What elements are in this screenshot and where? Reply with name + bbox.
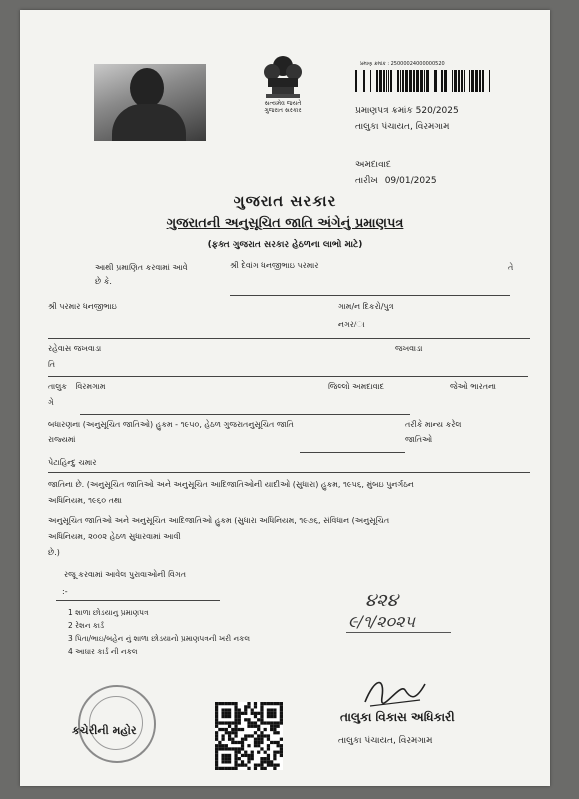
relation-label: ગામ/ન દિકરો/પુત્ર bbox=[338, 302, 394, 311]
recognized-text: તરીકે માન્ય કરેલ bbox=[405, 420, 462, 429]
castes-text: જાતિઓ bbox=[405, 435, 433, 444]
nagar-label: નગર/ા bbox=[338, 320, 365, 329]
evidence-list bbox=[68, 606, 250, 658]
jeo-text: જેઓ ભારતના bbox=[450, 382, 497, 391]
para-line-2: અધિનિયમ, ૧૯૬૦ તથા bbox=[48, 496, 122, 505]
certificate-subtitle: (ફક્ત ગુજરાત સરકાર હેઠળના લાભો માટે) bbox=[207, 240, 363, 250]
date-label: તારીખ bbox=[355, 176, 378, 186]
certificate-number: પ્રમાણપત્ર ક્રમાંક 520/2025 bbox=[355, 106, 459, 116]
residence-line: રહેવાસ જખવાડા bbox=[48, 344, 102, 353]
list-item: 1 શાળા છોડયાનુ પ્રમાણપત્ર bbox=[68, 608, 149, 617]
district-line: જિલ્લો અમદાવાદ bbox=[328, 382, 385, 391]
constitution-order: બધારણના (અનુસૂચિત જાતિઓ) હુકમ - ૧૯૫૦, હેઠળ ગુજરાતનુસૂચિત જાતિ bbox=[48, 420, 294, 429]
officer-signature bbox=[360, 672, 430, 712]
para-line-5: છે.) bbox=[48, 548, 60, 557]
te-text: તે bbox=[508, 263, 514, 272]
para-line-4: અધિનિયમ, ૨૦૦૨ હેઠળ સુધારવામાં આવી bbox=[48, 532, 181, 541]
date-line bbox=[355, 176, 437, 186]
ti-text: તિ bbox=[48, 360, 56, 369]
applicant-photo bbox=[94, 64, 206, 141]
list-item: 4 આધાર કાર્ડ ની નકલ bbox=[68, 647, 138, 656]
barcode-icon bbox=[355, 70, 490, 92]
emblem-caption: સત્યમેવ જયતે ગુજરાત સરકાર bbox=[264, 100, 302, 114]
issue-date: 09/01/2025 bbox=[384, 176, 437, 186]
office-seal-label: કચેરીની મહોર bbox=[72, 724, 137, 737]
list-item: 3 પિતા/ભાઇ/બહેન નું શાળા છોડયાનો પ્રમાણપત્રની ખરી નકલ bbox=[68, 634, 251, 643]
certificate-title: ગુજરાતની અનુસૂચિત જાતિ અંગેનું પ્રમાણપત્ર bbox=[166, 216, 404, 231]
certificate-sheet bbox=[20, 10, 550, 786]
ashoka-emblem-icon bbox=[258, 48, 308, 106]
qr-code-icon bbox=[215, 702, 283, 770]
taluka-line: તાલુક વિરમગામ bbox=[48, 382, 106, 391]
barcode-label: પ્રમાણ ક્રમાંક : 25000024000000520 bbox=[360, 61, 445, 67]
evidence-title: રજૂ કરવામાં આવેલ પુરાવાઓની વિગત bbox=[64, 570, 187, 579]
government-title: ગુજરાત સરકાર bbox=[233, 192, 337, 210]
para-line-3: અનુસૂચિત જાતિઓ અને અનુસૂચિત આદિજાતિઓ હુકમ (સુધારા અધિનિયમ, ૧૯૭૬, સંવિધાન (અનુસૂચિત bbox=[48, 516, 390, 525]
village-name: જખવાડા bbox=[395, 344, 423, 353]
intro-text: આથી પ્રમાણિત કરવામાં આવે bbox=[95, 263, 188, 272]
ge-text: ગે bbox=[48, 398, 54, 407]
holder-name: શ્રી દેવાંગ ધનજીભાઇ પરમાર bbox=[230, 261, 319, 270]
handwritten-date: ૯/૧/૨૦૨૫ bbox=[348, 612, 416, 631]
para-line-1: જાતિના છે. (અનુસૂચિત જાતિઓ અને અનુસૂચિત આદિજાતિઓની યાદીઓ (સુધારા) હુકમ, ૧૯૫૬, મુંબઇ પુનર્ગઠન bbox=[48, 480, 414, 489]
handwritten-number: ૪૨૪ bbox=[365, 590, 398, 611]
officer-office: તાલુકા પંચાયત, વિરમગામ bbox=[338, 736, 433, 746]
list-item: 2 રેશન કાર્ડ bbox=[68, 621, 105, 630]
father-name: શ્રી પરમાર ધનજીભાઇ bbox=[48, 302, 117, 311]
caste-name: પેટાહિન્દુ ચમાર bbox=[48, 458, 97, 467]
officer-title: તાલુકા વિકાસ અધિકારી bbox=[340, 710, 455, 724]
city: અમદાવાદ bbox=[355, 160, 391, 170]
che-text: છે કે. bbox=[95, 277, 112, 286]
evidence-colon: :- bbox=[62, 587, 68, 596]
state-text: રાજ્યમાં bbox=[48, 435, 76, 444]
issuing-office: તાલુકા પંચાયત, વિરમગામ bbox=[355, 122, 450, 132]
